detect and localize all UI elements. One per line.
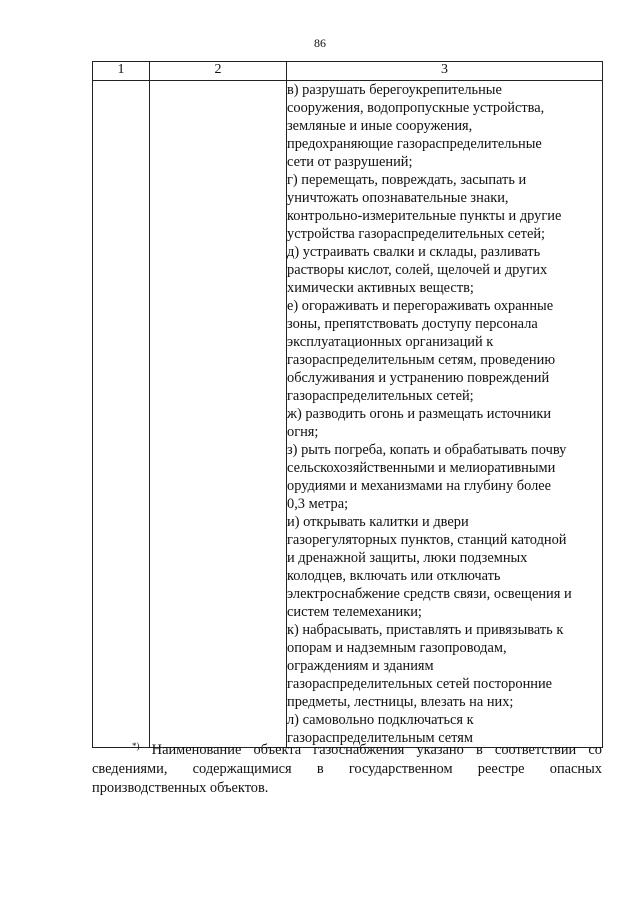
- cell-col-2: [150, 81, 287, 748]
- list-line: л) самовольно подключаться к: [287, 712, 474, 728]
- list-line: обслуживания и устранению повреждений: [287, 370, 550, 386]
- list-line: е) огораживать и перегораживать охранные: [287, 298, 554, 314]
- list-line: газораспределительным сетям, проведению: [287, 352, 556, 368]
- list-line: 0,3 метра;: [287, 496, 349, 512]
- footnote-paragraph: [92, 741, 602, 798]
- list-line: и дренажной защиты, люки подземных: [287, 550, 528, 566]
- list-line: устройства газораспределительных сетей;: [287, 226, 546, 242]
- list-line: зоны, препятствовать доступу персонала: [287, 316, 538, 332]
- list-line: растворы кислот, солей, щелочей и других: [287, 262, 548, 278]
- list-line: газораспределительным сетям: [287, 730, 474, 746]
- list-line: электроснабжение средств связи, освещения и: [287, 586, 572, 602]
- list-line: сельскохозяйственными и мелиоративными: [287, 460, 556, 476]
- footnote-text: Наименование объекта газоснабжения указано в соответствии со сведениями, содержащимися в государственном реестре опасных производственных объектов.: [92, 742, 602, 796]
- list-line: колодцев, включать или отключать: [287, 568, 501, 584]
- list-line: систем телемеханики;: [287, 604, 422, 620]
- regulation-table: [92, 61, 603, 748]
- list-line: орудиями и механизмами на глубину более: [287, 478, 552, 494]
- list-line: газораспределительных сетей посторонние: [287, 676, 553, 692]
- footnote: [92, 741, 602, 798]
- footnote-marker: *): [132, 741, 140, 751]
- list-line: огня;: [287, 424, 319, 440]
- table-header-row: [93, 62, 603, 81]
- list-line: химически активных веществ;: [287, 280, 474, 296]
- list-line: ж) разводить огонь и размещать источники: [287, 406, 552, 422]
- list-line: сети от разрушений;: [287, 154, 413, 170]
- list-line: земляные и иные сооружения,: [287, 118, 473, 134]
- list-line: газорегуляторных пунктов, станций катодной: [287, 532, 567, 548]
- list-line: сооружения, водопропускные устройства,: [287, 100, 545, 116]
- list-line: эксплуатационных организаций к: [287, 334, 494, 350]
- list-line: предохраняющие газораспределительные: [287, 136, 542, 152]
- column-header-3: 3: [287, 62, 603, 81]
- page-number: 86: [314, 36, 326, 50]
- list-line: уничтожать опознавательные знаки,: [287, 190, 509, 206]
- list-line: в) разрушать берегоукрепительные: [287, 82, 502, 98]
- list-line: контрольно-измерительные пункты и другие: [287, 208, 562, 224]
- list-line: д) устраивать свалки и склады, разливать: [287, 244, 541, 260]
- column-header-1: 1: [93, 62, 150, 81]
- cell-col-1: [93, 81, 150, 748]
- list-line: г) перемещать, повреждать, засыпать и: [287, 172, 527, 188]
- list-line: и) открывать калитки и двери: [287, 514, 469, 530]
- list-line: опорам и надземным газопроводам,: [287, 640, 507, 656]
- column-header-2: 2: [150, 62, 287, 81]
- list-line: з) рыть погреба, копать и обрабатывать почву: [287, 442, 567, 458]
- list-line: газораспределительных сетей;: [287, 388, 474, 404]
- prohibitions-list-cell: [287, 81, 603, 748]
- table-row: [93, 81, 603, 748]
- list-line: к) набрасывать, приставлять и привязывать к: [287, 622, 564, 638]
- list-line: предметы, лестницы, влезать на них;: [287, 694, 514, 710]
- list-line: ограждениям и зданиям: [287, 658, 434, 674]
